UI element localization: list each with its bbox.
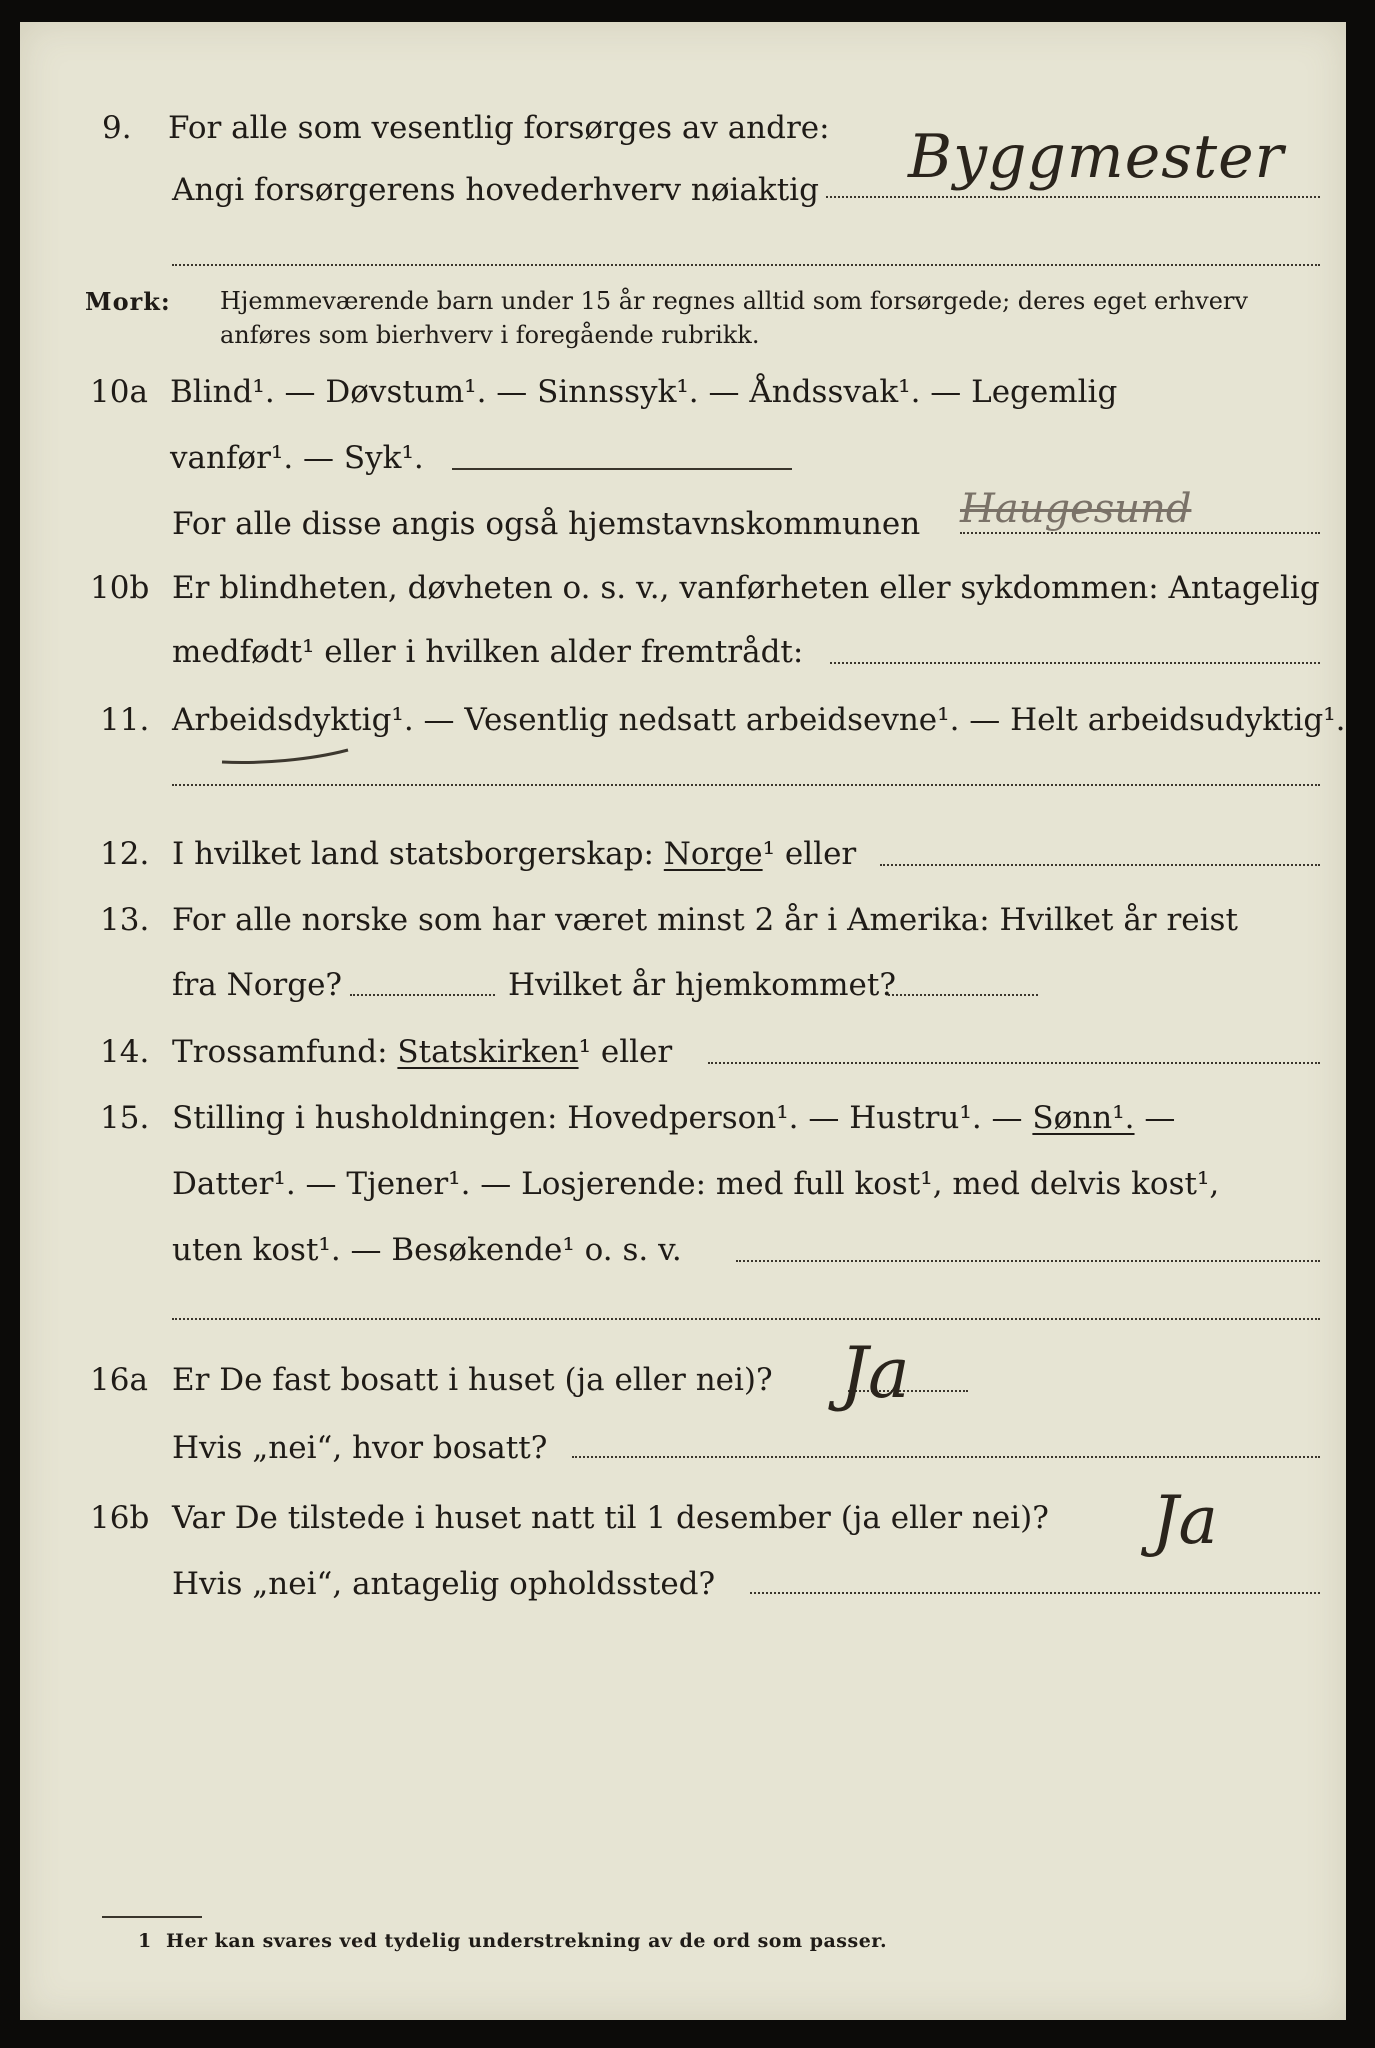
q9-line1: For alle som vesentlig forsørges av andre: [168, 110, 830, 146]
q9-number: 9. [102, 110, 132, 146]
q10a-struck-answer: Haugesund [960, 486, 1192, 532]
q12-suffix: ¹ eller [762, 836, 857, 872]
q15-line2: Datter¹. — Tjener¹. — Losjerende: med full kost¹, med delvis kost¹, [172, 1166, 1220, 1202]
q9-line2: Angi forsørgerens hovederhverv nøiaktig [172, 172, 819, 208]
q11-extra-line [172, 784, 1320, 786]
q12-line [172, 836, 856, 872]
q16a-line1: Er De fast bosatt i huset (ja eller nei)? [172, 1362, 773, 1398]
q14-prefix: Trossamfund: [172, 1034, 388, 1070]
q15-line1-prefix: Stilling i husholdningen: Hovedperson¹. — Hustru¹. — [172, 1100, 1023, 1136]
q10b-line2: medfødt¹ eller i hvilken alder fremtrådt: [172, 634, 804, 670]
q11-handwritten-underline [220, 746, 350, 766]
q11-option-arbeidsdyktig[interactable]: Arbeidsdyktig [172, 702, 392, 738]
q14-suffix: ¹ eller [578, 1034, 673, 1070]
census-form-page [20, 22, 1346, 2020]
q9-answer-line [826, 196, 1320, 198]
q13-hjemkommet-line [888, 994, 1038, 996]
q16a-line2: Hvis „nei“, hvor bosatt? [172, 1430, 548, 1466]
q12-option-norge[interactable]: Norge [663, 836, 763, 872]
q13-line1: For alle norske som har været minst 2 år i Amerika: Hvilket år reist [172, 902, 1238, 938]
q10a-number: 10a [90, 374, 148, 410]
q10b-answer-line [830, 662, 1320, 664]
q16b-handwritten-answer: Ja [1152, 1482, 1218, 1559]
q16b-line1: Var De tilstede i huset natt til 1 desember (ja eller nei)? [172, 1500, 1049, 1536]
mork-line2: anføres som bierhverv i foregående rubrikk. [220, 321, 760, 349]
q11-line1 [172, 702, 1346, 738]
q15-number: 15. [100, 1100, 150, 1136]
q15-line3: uten kost¹. — Besøkende¹ o. s. v. [172, 1232, 682, 1268]
q15-option-sonn[interactable]: Sønn¹. [1032, 1100, 1135, 1136]
q10b-number: 10b [90, 570, 150, 606]
q15-answer-line [736, 1260, 1320, 1262]
q12-number: 12. [100, 836, 150, 872]
q11-number: 11. [100, 702, 150, 738]
q14-number: 14. [100, 1034, 150, 1070]
q15-line1-suffix: — [1144, 1100, 1176, 1136]
q13-line2b: Hvilket år hjemkommet? [508, 967, 896, 1003]
footnote-mark: 1 [138, 1930, 152, 1952]
q12-answer-line [880, 864, 1320, 866]
q14-line [172, 1034, 672, 1070]
q12-prefix: I hvilket land statsborgerskap: [172, 836, 654, 872]
q10a-line1: Blind¹. — Døvstum¹. — Sinnssyk¹. — Åndssvak¹. — Legemlig [170, 374, 1118, 410]
q14-answer-line [708, 1062, 1320, 1064]
q9-handwritten-answer: Byggmester [908, 122, 1285, 192]
footnote-rule [102, 1916, 202, 1918]
footnote-text: Her kan svares ved tydelig understrekning av de ord som passer. [166, 1930, 888, 1952]
q16a-bosatt-line [572, 1456, 1320, 1458]
q15-extra-line [172, 1318, 1320, 1320]
q13-line2a: fra Norge? [172, 967, 343, 1003]
mork-label: Mork: [85, 287, 171, 316]
q10a-line2: vanfør¹. — Syk¹. [170, 440, 424, 476]
q10b-line1: Er blindheten, døvheten o. s. v., vanførheten eller sykdommen: Antagelig [172, 570, 1320, 606]
q16b-opholdssted-line [750, 1592, 1320, 1594]
q13-number: 13. [100, 902, 150, 938]
q10a-line3: For alle disse angis også hjemstavnskommunen [172, 506, 921, 542]
q16b-line2: Hvis „nei“, antagelig opholdssted? [172, 1566, 716, 1602]
q9-extra-line [172, 264, 1320, 266]
q11-line1-rest: ¹. — Vesentlig nedsatt arbeidsevne¹. — Helt arbeidsudyktig¹. [391, 702, 1346, 738]
q16a-number: 16a [90, 1362, 148, 1398]
q13-reist-line [350, 994, 495, 996]
q15-line1 [172, 1100, 1175, 1136]
q14-option-statskirken[interactable]: Statskirken [397, 1034, 579, 1070]
q10a-hjemstavn-line [960, 532, 1320, 534]
q10a-syk-line [452, 468, 792, 470]
mork-line1: Hjemmeværende barn under 15 år regnes alltid som forsørgede; deres eget erhverv [220, 287, 1248, 315]
q16b-number: 16b [90, 1500, 150, 1536]
q16a-handwritten-answer: Ja [840, 1332, 910, 1414]
